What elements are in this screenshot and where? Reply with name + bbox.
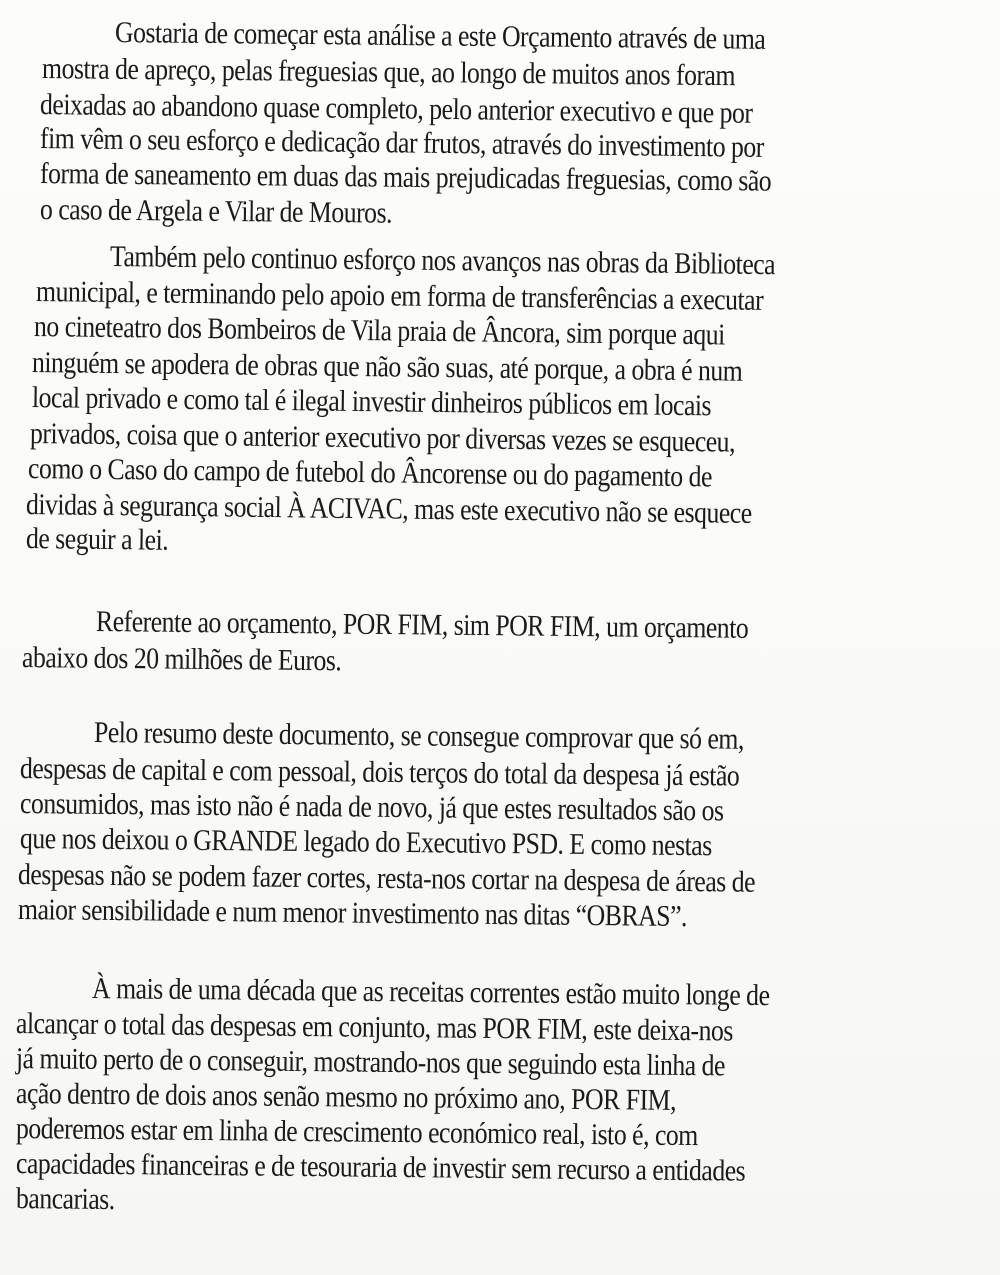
text-line: alcançar o total das despesas em conjunto, mas POR FIM, este deixa-nos (15, 1007, 734, 1048)
text-line: o caso de Argela e Vilar de Mouros. (39, 193, 393, 230)
text-line: local privado e como tal é ilegal investir dinheiros públicos em locais (31, 381, 712, 423)
text-line: já muito perto de o conseguir, mostrando-nos que seguindo esta linha de (15, 1042, 726, 1083)
text-line: despesas de capital e com pessoal, dois terços do total da despesa já estão (19, 752, 740, 793)
text-line: que nos deixou o GRANDE legado do Executivo PSD. E como nestas (19, 822, 712, 863)
text-line: Referente ao orçamento, POR FIM, sim POR FIM, um orçamento (95, 605, 749, 645)
text-line: de seguir a lei. (25, 522, 169, 557)
text-line: bancarias. (15, 1182, 115, 1217)
text-line: consumidos, mas isto não é nada de novo, já que estes resultados são os (19, 787, 724, 828)
text-line: privados, coisa que o anterior executivo por diversas vezes se esqueceu, (29, 417, 736, 459)
text-line: Também pelo continuo esforço nos avanços nas obras da Biblioteca (109, 240, 776, 282)
text-line: no cineteatro dos Bombeiros de Vila praia de Âncora, sim porque aqui (33, 310, 725, 352)
text-line: abaixo dos 20 milhões de Euros. (21, 641, 342, 678)
text-line: despesas não se podem fazer cortes, resta-nos cortar na despesa de áreas de (17, 858, 756, 899)
text-line: Pelo resumo deste documento, se consegue comprovar que só em, (93, 716, 745, 756)
text-line: mostra de apreço, pelas freguesias que, ao longo de muitos anos foram (41, 52, 736, 93)
text-line: maior sensibilidade e num menor investimento nas ditas “OBRAS”. (17, 893, 688, 934)
text-line: ação dentro de dois anos senão mesmo no próximo ano, POR FIM, (15, 1077, 677, 1117)
text-line: À mais de uma década que as receitas correntes estão muito longe de (91, 972, 770, 1013)
text-line: ninguém se apodera de obras que não são suas, até porque, a obra é num (31, 346, 743, 388)
text-line: como o Caso do campo de futebol do Âncorense ou do pagamento de (27, 452, 713, 494)
text-line: deixadas ao abandono quase completo, pelo anterior executivo e que por (39, 88, 753, 130)
text-line: dividas à segurança social À ACIVAC, mas este executivo não se esquece (25, 488, 752, 530)
text-line: forma de saneamento em duas das mais prejudicadas freguesias, como são (39, 157, 772, 198)
text-line: fim vêm o seu esforço e dedicação dar frutos, através do investimento por (39, 122, 765, 164)
text-line: municipal, e terminando pelo apoio em forma de transferências a executar (35, 275, 764, 317)
text-line: Gostaria de começar esta análise a este Orçamento através de uma (114, 16, 766, 56)
text-line: capacidades financeiras e de tesouraria de investir sem recurso a entidades (15, 1147, 746, 1188)
text-line: poderemos estar em linha de crescimento económico real, isto é, com (15, 1112, 698, 1153)
